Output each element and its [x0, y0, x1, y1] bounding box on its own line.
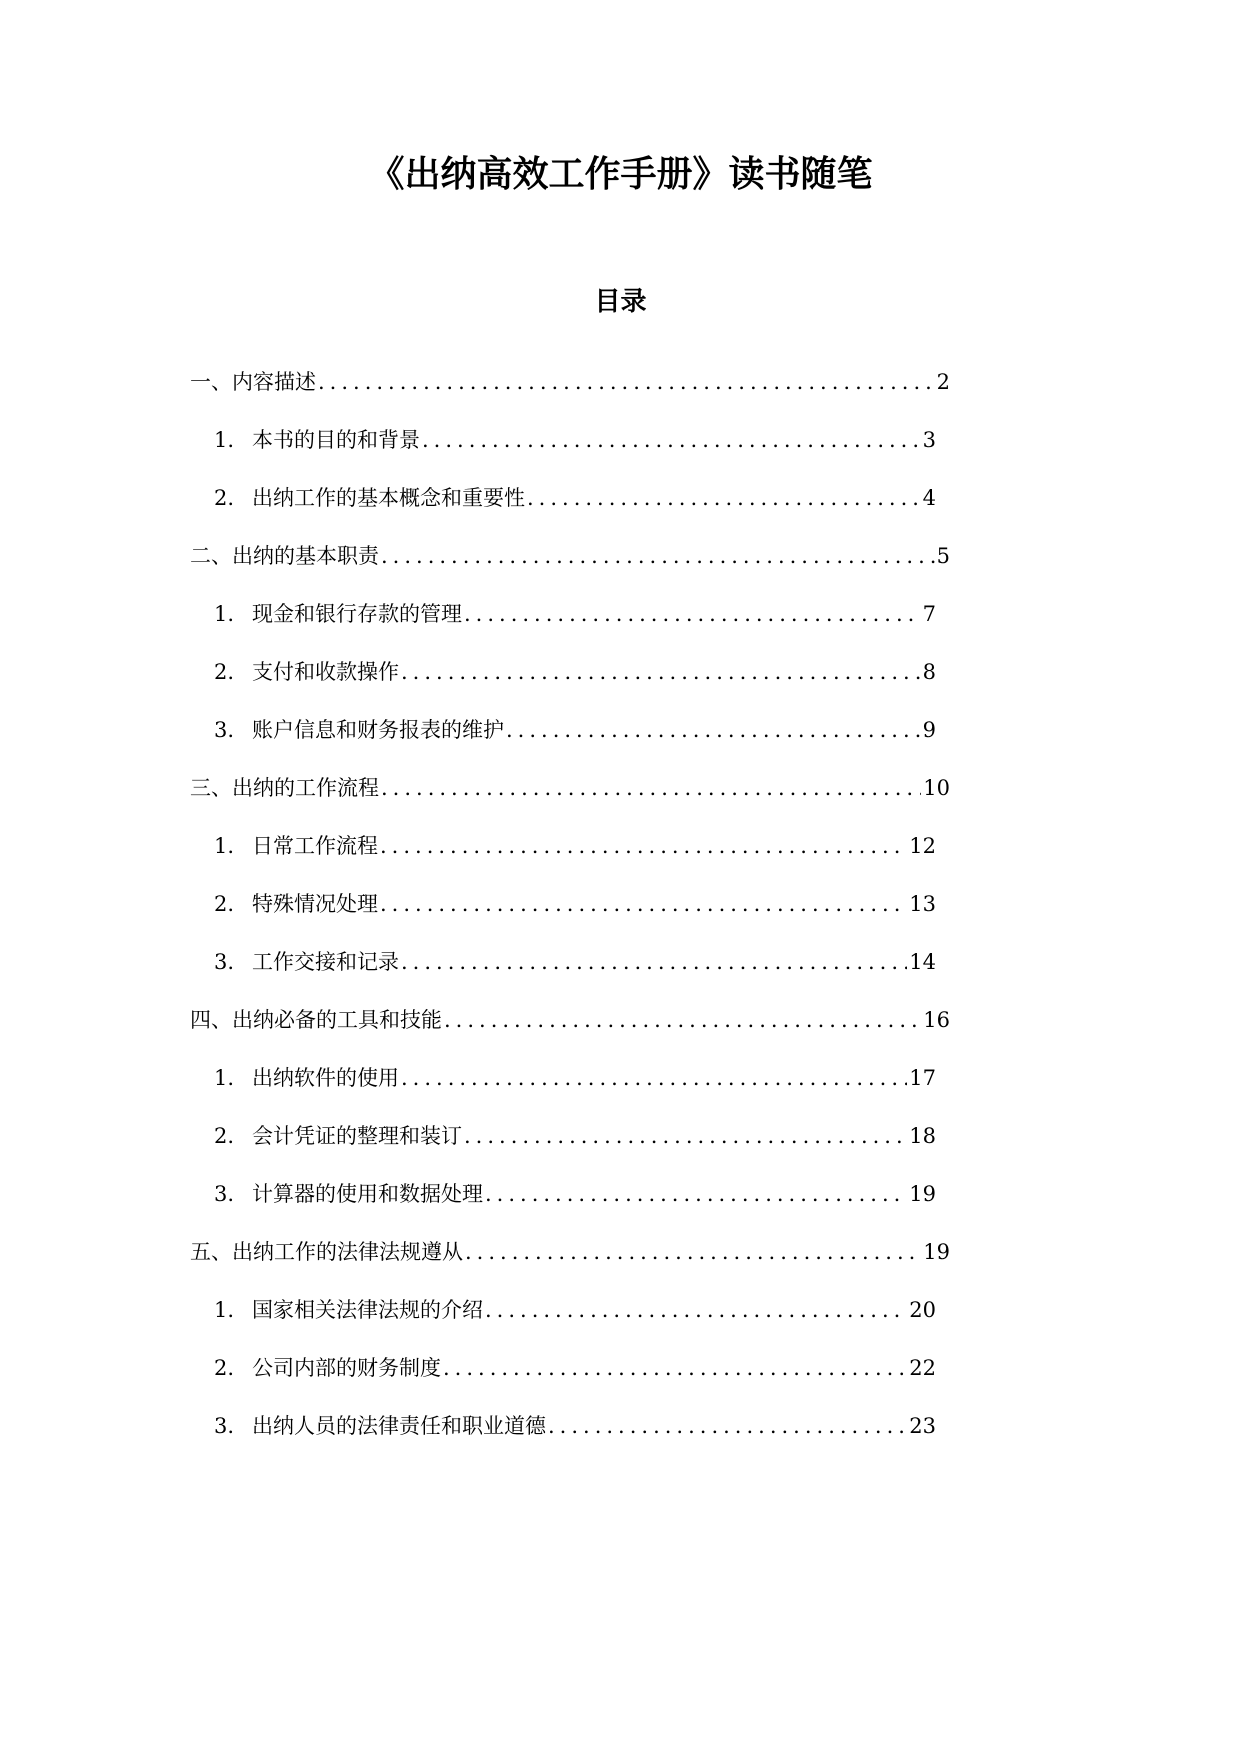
toc-section-entry[interactable]	[214, 710, 936, 750]
toc-dot-leader	[527, 478, 921, 518]
toc-entry-title: 账户信息和财务报表的维护	[252, 718, 504, 742]
toc-section-entry[interactable]	[214, 942, 936, 982]
toc-entry-page-number: 18	[909, 1124, 936, 1148]
toc-entry-number: 1.	[214, 602, 235, 626]
toc-section-entry[interactable]	[214, 478, 936, 518]
toc-entry-number: 2.	[214, 892, 235, 916]
toc-dot-leader	[485, 1174, 907, 1214]
toc-chapter-entry[interactable]	[190, 1000, 950, 1040]
toc-dot-leader	[401, 942, 907, 982]
toc-entry-title: 出纳软件的使用	[252, 1066, 399, 1090]
toc-dot-leader	[465, 1232, 921, 1272]
toc-entry-title: 一、内容描述	[190, 370, 316, 394]
toc-entry-title: 出纳工作的基本概念和重要性	[252, 486, 525, 510]
toc-entry-title: 出纳人员的法律责任和职业道德	[252, 1414, 546, 1438]
toc-entry-page-number: 13	[909, 892, 936, 916]
toc-section-entry[interactable]	[214, 1174, 936, 1214]
toc-entry-title: 工作交接和记录	[252, 950, 399, 974]
toc-entry-number: 1.	[214, 1066, 235, 1090]
toc-dot-leader	[381, 768, 921, 808]
toc-entry-page-number: 20	[909, 1298, 936, 1322]
toc-entry-page-number: 19	[909, 1182, 936, 1206]
toc-section-entry[interactable]	[214, 594, 936, 634]
toc-heading: 目录	[594, 287, 647, 317]
toc-entry-page-number: 7	[922, 602, 936, 626]
toc-section-entry[interactable]	[214, 1290, 936, 1330]
toc-chapter-entry[interactable]	[190, 536, 950, 576]
toc-entry-number: 3.	[214, 1182, 235, 1206]
toc-chapter-entry[interactable]	[190, 1232, 950, 1272]
toc-entry-title: 会计凭证的整理和装订	[252, 1124, 462, 1148]
toc-entry-title: 支付和收款操作	[252, 660, 399, 684]
toc-dot-leader	[318, 362, 935, 402]
toc-section-entry[interactable]	[214, 1406, 936, 1446]
toc-entry-page-number: 17	[909, 1066, 936, 1090]
toc-dot-leader	[443, 1348, 907, 1388]
toc-dot-leader	[380, 826, 907, 866]
toc-entry-page-number: 10	[923, 776, 950, 800]
toc-entry-title: 三、出纳的工作流程	[190, 776, 379, 800]
toc-dot-leader	[485, 1290, 907, 1330]
toc-entry-title: 计算器的使用和数据处理	[252, 1182, 483, 1206]
toc-entry-title: 本书的目的和背景	[252, 428, 420, 452]
toc-entry-number: 2.	[214, 1124, 235, 1148]
toc-entry-page-number: 19	[923, 1240, 950, 1264]
toc-dot-leader	[401, 1058, 907, 1098]
toc-section-entry[interactable]	[214, 884, 936, 924]
toc-entry-title: 五、出纳工作的法律法规遵从	[190, 1240, 463, 1264]
toc-section-entry[interactable]	[214, 1116, 936, 1156]
toc-entry-page-number: 4	[922, 486, 936, 510]
toc-entry-page-number: 9	[922, 718, 936, 742]
toc-entry-page-number: 5	[936, 544, 950, 568]
toc-dot-leader	[464, 594, 921, 634]
toc-dot-leader	[548, 1406, 907, 1446]
toc-entry-number: 2.	[214, 660, 235, 684]
toc-entry-title: 公司内部的财务制度	[252, 1356, 441, 1380]
toc-entry-page-number: 22	[909, 1356, 936, 1380]
toc-dot-leader	[444, 1000, 921, 1040]
toc-entry-page-number: 8	[922, 660, 936, 684]
toc-entry-number: 1.	[214, 428, 235, 452]
toc-section-entry[interactable]	[214, 1348, 936, 1388]
toc-entry-page-number: 23	[909, 1414, 936, 1438]
toc-section-entry[interactable]	[214, 826, 936, 866]
toc-section-entry[interactable]	[214, 420, 936, 460]
toc-entry-page-number: 12	[909, 834, 936, 858]
toc-dot-leader	[380, 884, 907, 924]
toc-entry-page-number: 2	[936, 370, 950, 394]
toc-dot-leader	[381, 536, 935, 576]
toc-entry-title: 特殊情况处理	[252, 892, 378, 916]
toc-section-entry[interactable]	[214, 652, 936, 692]
toc-entry-number: 1.	[214, 1298, 235, 1322]
toc-entry-number: 1.	[214, 834, 235, 858]
toc-dot-leader	[464, 1116, 907, 1156]
toc-entry-page-number: 16	[923, 1008, 950, 1032]
toc-entry-number: 3.	[214, 950, 235, 974]
toc-entry-title: 二、出纳的基本职责	[190, 544, 379, 568]
toc-entry-title: 四、出纳必备的工具和技能	[190, 1008, 442, 1032]
toc-entry-number: 3.	[214, 718, 235, 742]
toc-chapter-entry[interactable]	[190, 362, 950, 402]
toc-dot-leader	[422, 420, 921, 460]
toc-dot-leader	[506, 710, 921, 750]
toc-entry-page-number: 14	[909, 950, 936, 974]
toc-entry-title: 日常工作流程	[252, 834, 378, 858]
toc-chapter-entry[interactable]	[190, 768, 950, 808]
document-title: 《出纳高效工作手册》读书随笔	[368, 154, 873, 195]
toc-entry-number: 2.	[214, 486, 235, 510]
toc-entry-number: 2.	[214, 1356, 235, 1380]
toc-entry-title: 国家相关法律法规的介绍	[252, 1298, 483, 1322]
toc-entry-title: 现金和银行存款的管理	[252, 602, 462, 626]
toc-dot-leader	[401, 652, 921, 692]
toc-section-entry[interactable]	[214, 1058, 936, 1098]
toc-entry-page-number: 3	[922, 428, 936, 452]
toc-entry-number: 3.	[214, 1414, 235, 1438]
